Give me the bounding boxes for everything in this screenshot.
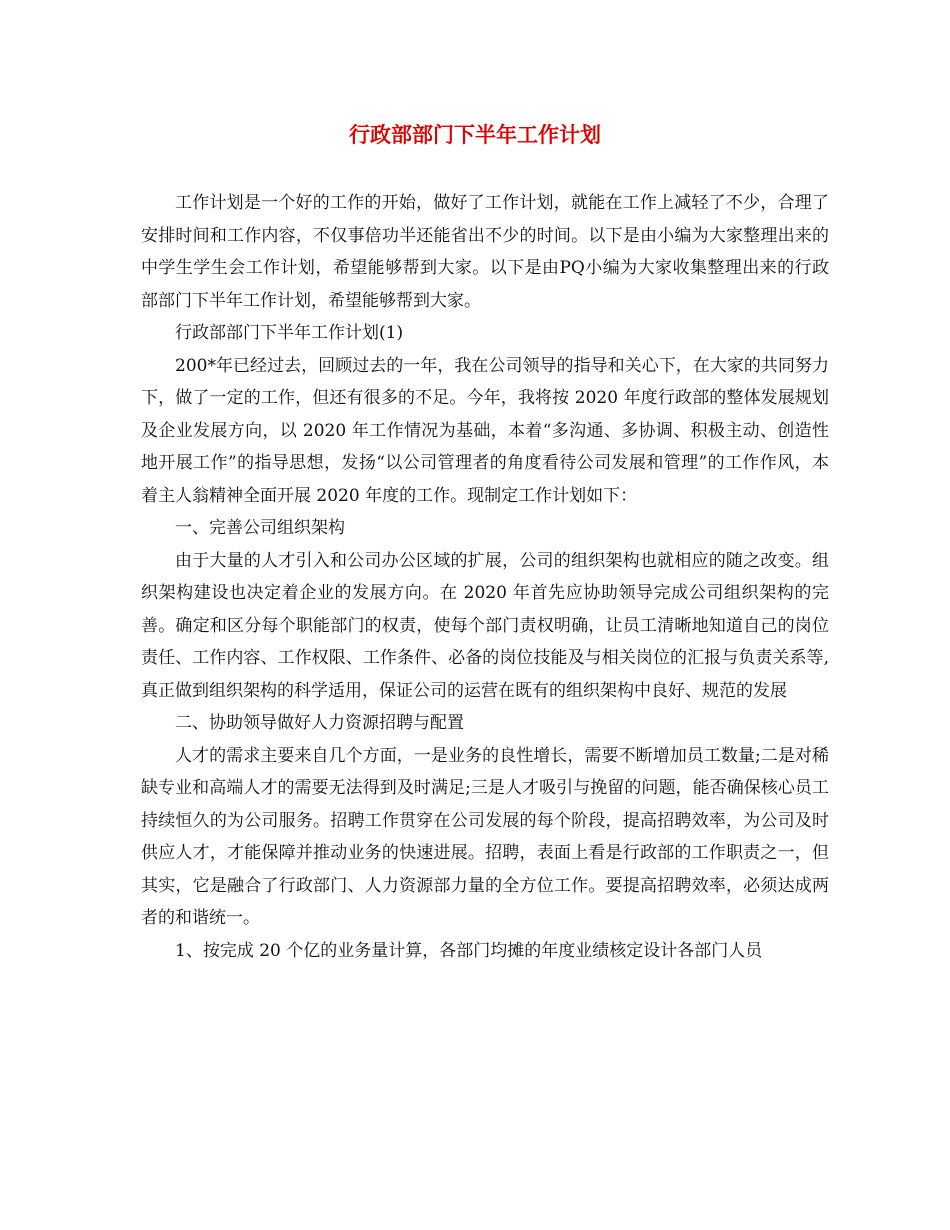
section-2-paragraph: 人才的需求主要来自几个方面，一是业务的良性增长，需要不断增加员工数量;二是对稀缺专业和高端人才的需要无法得到及时满足;三是人才吸引与挽留的问题，能否确保核心员工持续恒久的为公司服务。招聘工作贯穿在公司发展的每个阶段，提高招聘效率，为公司及时供应人才，才能保障并推动业务的快速进展。招聘，表面上看是行政部的工作职责之一，但其实，它是融合了行政部门、人力资源部力量的全方位工作。要提高招聘效率，必须达成两者的和谐统一。 <box>141 745 829 928</box>
list-item-1: 1、按完成 20 个亿的业务量计算，各部门均摊的年度业绩核定设计各部门人员 <box>175 940 763 961</box>
document-body <box>141 187 829 967</box>
section-heading-2: 二、协助领导做好人力资源招聘与配置 <box>175 713 464 733</box>
section-heading-1: 一、完善公司组织架构 <box>175 518 345 538</box>
section-1-paragraph: 由于大量的人才引入和公司办公区域的扩展，公司的组织架构也就相应的随之改变。组织架构建设也决定着企业的发展方向。在 2020 年首先应协助领导完成公司组织架构的完善。确定和区分每个职能部门的权责，使每个部门责权明确，让员工清晰地知道自己的岗位责任、工作内容、工作权限、工作条件、必备的岗位技能及与相关岗位的汇报与负责关系等,真正做到组织架构的科学适用，保证公司的运营在既有的组织架构中良好、规范的发展 <box>141 550 829 701</box>
review-paragraph: 200*年已经过去，回顾过去的一年，我在公司领导的指导和关心下，在大家的共同努力下，做了一定的工作，但还有很多的不足。今年，我将按 2020 年度行政部的整体发展规划及企业发展方向，以 2020 年工作情况为基础，本着“多沟通、多协调、积极主动、创造性地开展工作”的指导思想，发扬“以公司管理者的角度看待公司发展和管理”的工作作风，本着主人翁精神全面开展 2020 年度的工作。现制定工作计划如下： <box>141 355 829 506</box>
intro-paragraph: 工作计划是一个好的工作的开始，做好了工作计划，就能在工作上减轻了不少，合理了安排时间和工作内容，不仅事倍功半还能省出不少的时间。以下是由小编为大家整理出来的中学生学生会工作计划，希望能够帮到大家。以下是由PQ小编为大家收集整理出来的行政部部门下半年工作计划，希望能够帮到大家。 <box>141 193 829 311</box>
plan-subtitle: 行政部部门下半年工作计划(1) <box>175 323 404 343</box>
document-title: 行政部部门下半年工作计划 <box>349 122 601 147</box>
